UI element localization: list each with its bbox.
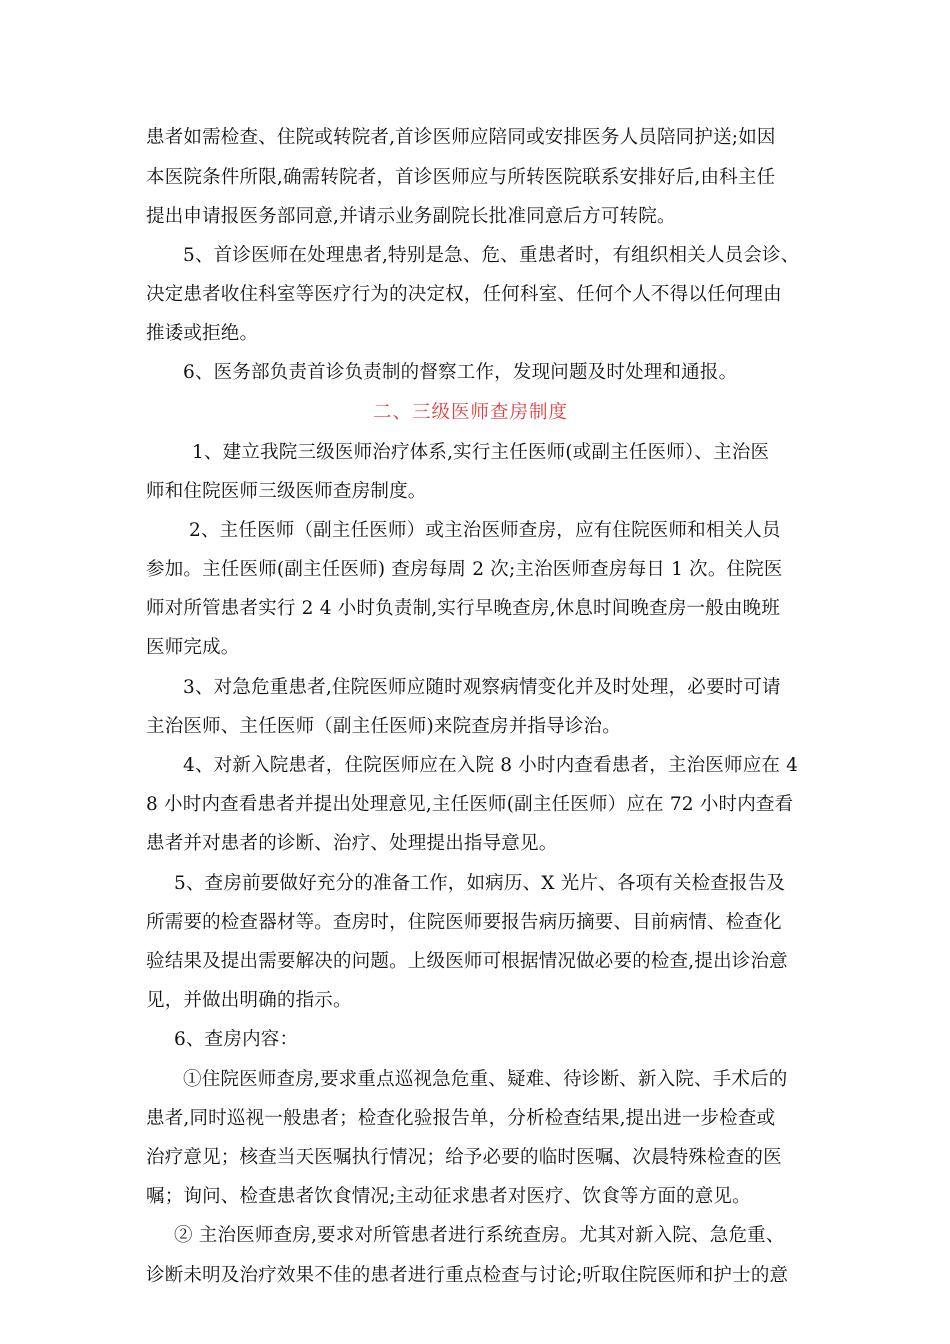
- text-line: 5、首诊医师在处理患者,特别是急、危、重患者时，有组织相关人员会诊、: [183, 245, 800, 266]
- text-line: 8 小时内查看患者并提出处理意见,主任医师(副主任医师）应在 72 小时内查看: [146, 794, 794, 815]
- text-line: 提出申请报医务部同意,并请示业务副院长批准同意后方可转院。: [146, 206, 676, 227]
- text-line: 3、对急危重患者,住院医师应随时观察病情变化并及时处理，必要时可请: [183, 677, 781, 698]
- text-line: 4、对新入院患者，住院医师应在入院 8 小时内查看患者，主治医师应在 4: [183, 755, 799, 776]
- text-line: 师和住院医师三级医师查房制度。: [146, 481, 427, 502]
- text-line: 2、主任医师（副主任医师）或主治医师查房，应有住院医师和相关人员: [189, 520, 781, 541]
- text-line: 6、医务部负责首诊负责制的督察工作，发现问题及时处理和通报。: [183, 362, 738, 383]
- text-line: 6、查房内容：: [174, 1029, 299, 1050]
- text-line: 推诿或拒绝。: [146, 323, 259, 344]
- text-line: 治疗意见；核查当天医嘱执行情况；给予必要的临时医嘱、次晨特殊检查的医: [146, 1147, 782, 1168]
- text-line: ①住院医师查房,要求重点巡视急危重、疑难、待诊断、新入院、手术后的: [183, 1069, 788, 1090]
- text-line: 本医院条件所限,确需转院者，首诊医师应与所转医院联系安排好后,由科主任: [146, 167, 776, 188]
- text-line: 患者,同时巡视一般患者；检查化验报告单，分析检查结果,提出进一步检查或: [146, 1108, 776, 1129]
- text-line: 所需要的检查器材等。查房时，住院医师要报告病历摘要、目前病情、检查化: [146, 912, 782, 933]
- text-line: 师对所管患者实行 2 4 小时负责制,实行早晚查房,休息时间晚查房一般由晚班: [146, 598, 781, 619]
- text-line: 主治医师、主任医师（副主任医师)来院查房并指导诊治。: [146, 716, 621, 737]
- text-line: 诊断未明及治疗效果不佳的患者进行重点检查与讨论;听取住院医师和护士的意: [146, 1265, 789, 1286]
- section-heading: 二、三级医师查房制度: [373, 402, 569, 423]
- text-line: 医师完成。: [146, 637, 240, 658]
- text-line: 嘱；询问、检查患者饮食情况;主动征求患者对医疗、饮食等方面的意见。: [146, 1186, 751, 1207]
- text-line: 验结果及提出需要解决的问题。上级医师可根据情况做必要的检查,提出诊治意: [146, 951, 788, 972]
- text-line: 5、查房前要做好充分的准备工作，如病历、X 光片、各项有关检查报告及: [174, 873, 786, 894]
- text-line: 患者并对患者的诊断、治疗、处理提出指导意见。: [146, 833, 558, 854]
- text-line: 患者如需检查、住院或转院者,首诊医师应陪同或安排医务人员陪同护送;如因: [146, 127, 776, 148]
- text-line: 见，并做出明确的指示。: [146, 990, 352, 1011]
- text-line: 1、建立我院三级医师治疗体系,实行主任医师(或副主任医师）、主治医: [192, 442, 770, 463]
- text-line: 参加。主任医师(副主任医师) 查房每周 2 次;主治医师查房每日 1 次。住院医: [146, 559, 783, 580]
- text-line: 决定患者收住科室等医疗行为的决定权，任何科室、任何个人不得以任何理由: [146, 284, 782, 305]
- text-line: ② 主治医师查房,要求对所管患者进行系统查房。尤其对新入院、急危重、: [174, 1225, 785, 1246]
